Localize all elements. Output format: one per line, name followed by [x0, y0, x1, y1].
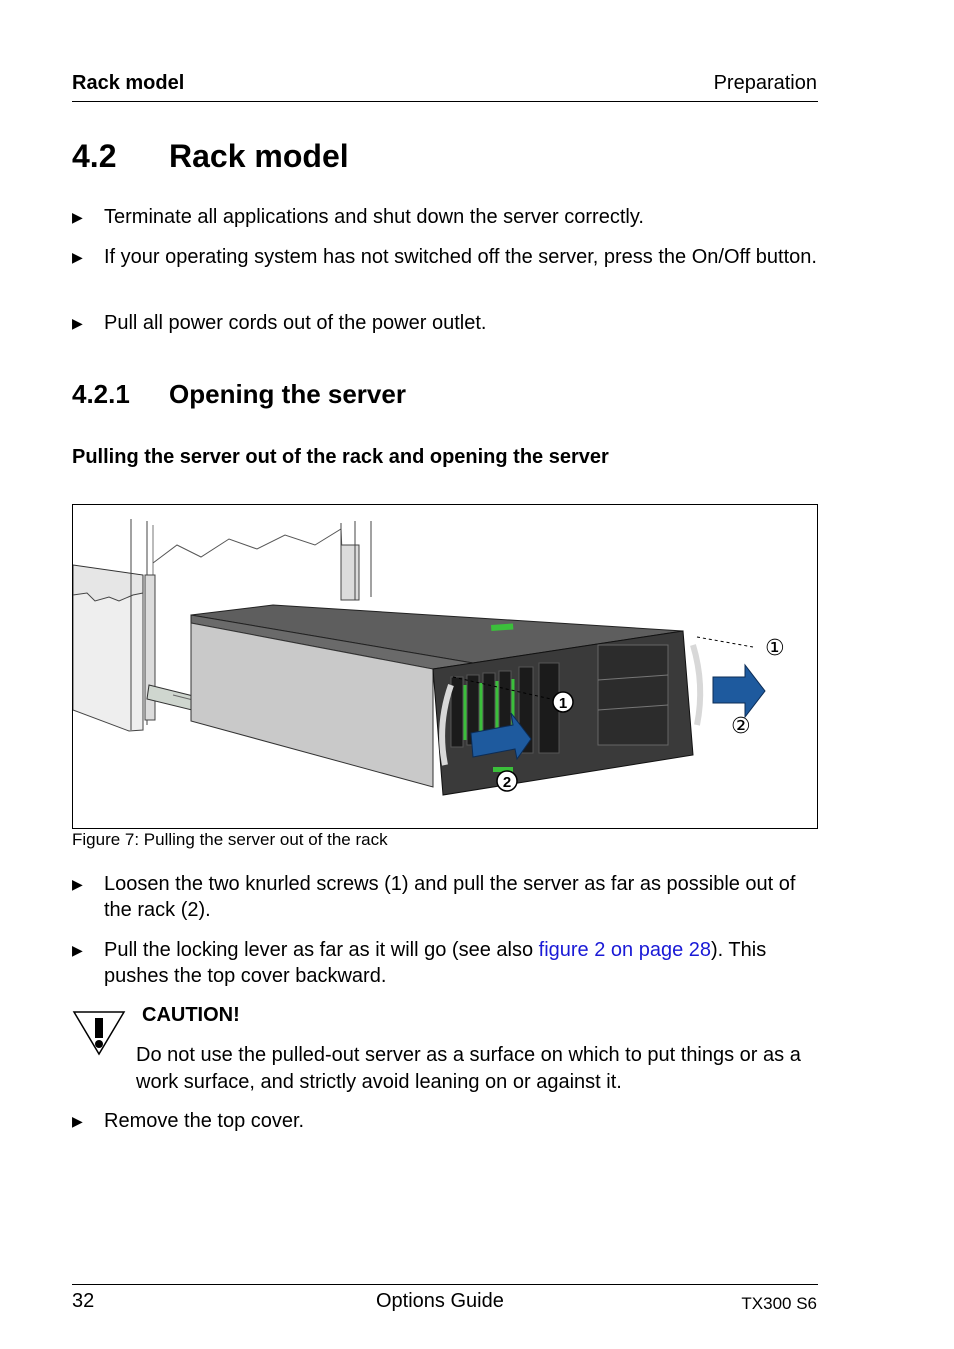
- bullet-arrow-icon: ▶: [72, 876, 83, 892]
- header-rule: [72, 101, 818, 102]
- callout-1-label: 1: [558, 695, 568, 712]
- legend-callout-2: ②: [731, 714, 751, 739]
- bullet-arrow-icon: ▶: [72, 315, 83, 331]
- list-item-text: Remove the top cover.: [104, 1110, 305, 1132]
- list-item: [72, 244, 818, 270]
- list-item-text-end: ). This pushes the top cover backward.: [104, 939, 767, 987]
- figure-cross-reference-link[interactable]: figure 2 on page 28: [538, 939, 712, 961]
- bullet-arrow-icon: ▶: [72, 249, 83, 265]
- procedure-title: Pulling the server out of the rack and opening the server: [72, 446, 609, 468]
- document-title: Options Guide: [376, 1290, 504, 1312]
- list-item-text: If your operating system has not switched off the server, press the On/Off button.: [104, 246, 817, 268]
- figure-caption: Figure 7: Pulling the server out of the rack: [72, 830, 388, 849]
- pull-direction-arrow-icon: [713, 665, 765, 717]
- subsection-title: Opening the server: [169, 379, 406, 409]
- bullet-arrow-icon: ▶: [72, 1113, 83, 1129]
- list-item: [72, 871, 818, 923]
- list-item-text-start: Pull the locking lever as far as it will go (see also: [104, 939, 539, 961]
- legend-callout-1: ①: [765, 636, 785, 661]
- caution-title: CAUTION!: [142, 1004, 240, 1026]
- list-item-text: Loosen the two knurled screws (1) and pull the server as far as possible out of the rack (2).: [104, 873, 796, 921]
- server-rack-illustration: [73, 505, 817, 828]
- callout-2-label: 2: [502, 774, 512, 791]
- running-header-chapter: Rack model: [72, 72, 185, 94]
- callout-1-leader-right: [697, 637, 753, 647]
- bullet-arrow-icon: ▶: [72, 209, 83, 225]
- product-model: TX300 S6: [741, 1294, 817, 1313]
- list-item-text: Terminate all applications and shut down the server correctly.: [104, 206, 644, 228]
- subsection-number: 4.2.1: [72, 379, 130, 409]
- list-item-text: [104, 937, 818, 989]
- list-item: [72, 937, 818, 989]
- page-number: 32: [72, 1290, 95, 1312]
- list-item: [72, 1108, 818, 1134]
- caution-text: Do not use the pulled-out server as a surface on which to put things or as a work surface, and strictly avoid leaning on or against it.: [136, 1044, 801, 1093]
- footer-rule: [72, 1284, 818, 1285]
- server-chassis-drawing: [191, 605, 700, 795]
- bullet-arrow-icon: ▶: [72, 942, 83, 958]
- figure-frame: [72, 504, 818, 829]
- section-number: 4.2: [72, 138, 117, 174]
- running-header-section: Preparation: [713, 72, 817, 94]
- caution-warning-icon: [72, 1010, 126, 1056]
- section-title: Rack model: [169, 138, 349, 174]
- list-item: [72, 204, 818, 230]
- list-item-text: Pull all power cords out of the power outlet.: [104, 312, 487, 334]
- list-item: [72, 310, 818, 336]
